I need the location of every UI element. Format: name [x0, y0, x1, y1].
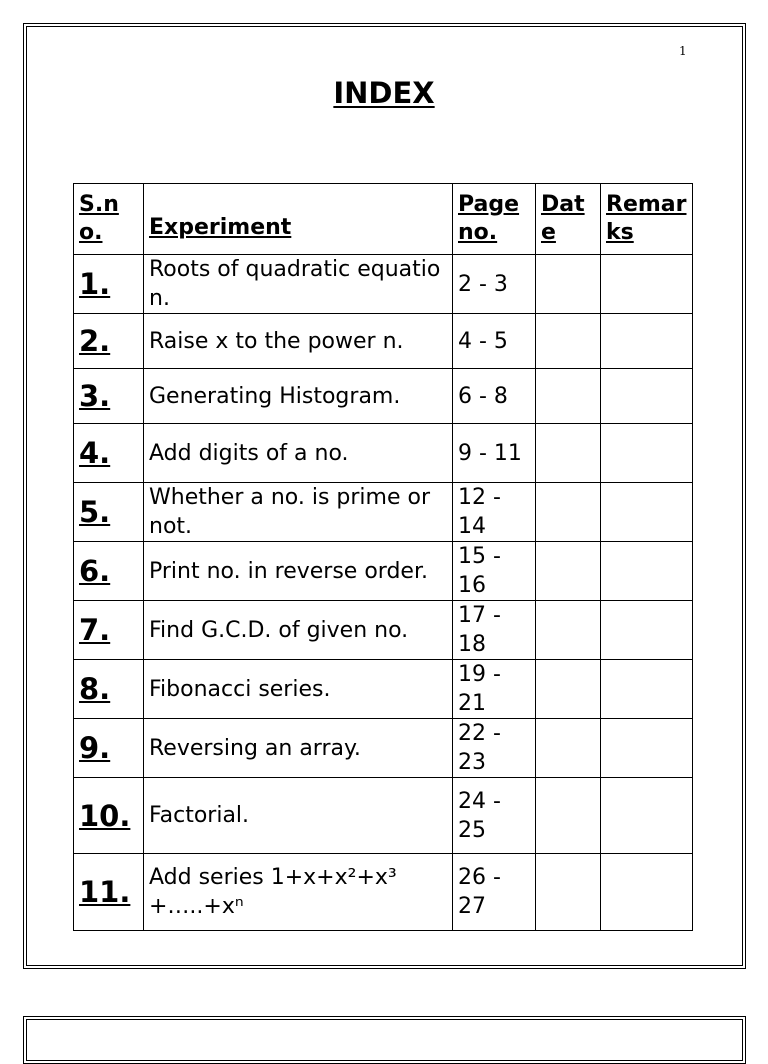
- row-pages: 26 - 27: [453, 854, 536, 931]
- row-date: [536, 778, 601, 854]
- row-date: [536, 483, 601, 542]
- row-sno: 1.: [74, 255, 144, 314]
- row-experiment: Add digits of a no.: [144, 424, 453, 483]
- row-pages: 24 - 25: [453, 778, 536, 854]
- row-remarks: [601, 542, 693, 601]
- row-date: [536, 719, 601, 778]
- table-row: [74, 542, 693, 601]
- row-sno: 4.: [74, 424, 144, 483]
- page-title: INDEX: [333, 76, 435, 110]
- row-remarks: [601, 719, 693, 778]
- row-date: [536, 660, 601, 719]
- row-date: [536, 542, 601, 601]
- table-row: [74, 601, 693, 660]
- row-pages: 9 - 11: [453, 424, 536, 483]
- row-sno: 10.: [74, 778, 144, 854]
- row-pages: 2 - 3: [453, 255, 536, 314]
- row-sno: 8.: [74, 660, 144, 719]
- row-experiment: Reversing an array.: [144, 719, 453, 778]
- row-remarks: [601, 255, 693, 314]
- row-experiment: Whether a no. is prime or not.: [144, 483, 453, 542]
- row-date: [536, 369, 601, 424]
- row-remarks: [601, 601, 693, 660]
- row-pages: 15 - 16: [453, 542, 536, 601]
- row-experiment: Generating Histogram.: [144, 369, 453, 424]
- table-row: [74, 314, 693, 369]
- header-experiment: Experiment: [144, 184, 453, 255]
- row-remarks: [601, 483, 693, 542]
- row-pages: 4 - 5: [453, 314, 536, 369]
- header-remarks: Remarks: [601, 184, 693, 255]
- row-sno: 6.: [74, 542, 144, 601]
- row-pages: 17 - 18: [453, 601, 536, 660]
- page-number: 1: [679, 44, 687, 58]
- table-row: [74, 660, 693, 719]
- row-pages: 6 - 8: [453, 369, 536, 424]
- row-pages: 12 - 14: [453, 483, 536, 542]
- row-experiment: Print no. in reverse order.: [144, 542, 453, 601]
- table-row: [74, 719, 693, 778]
- row-sno: 9.: [74, 719, 144, 778]
- row-remarks: [601, 660, 693, 719]
- index-table: [73, 183, 693, 931]
- row-pages: 19 - 21: [453, 660, 536, 719]
- table-row: [74, 854, 693, 931]
- row-date: [536, 601, 601, 660]
- table-row: [74, 255, 693, 314]
- row-experiment: Raise x to the power n.: [144, 314, 453, 369]
- row-pages: 22 - 23: [453, 719, 536, 778]
- next-page-border: [23, 1016, 746, 1064]
- row-experiment: Factorial.: [144, 778, 453, 854]
- table-header-row: [74, 184, 693, 255]
- row-date: [536, 424, 601, 483]
- header-sno: S.no.: [74, 184, 144, 255]
- table-row: [74, 424, 693, 483]
- row-sno: 5.: [74, 483, 144, 542]
- header-date: Date: [536, 184, 601, 255]
- row-experiment: Find G.C.D. of given no.: [144, 601, 453, 660]
- table-row: [74, 369, 693, 424]
- row-experiment: Fibonacci series.: [144, 660, 453, 719]
- row-remarks: [601, 314, 693, 369]
- row-sno: 3.: [74, 369, 144, 424]
- row-remarks: [601, 854, 693, 931]
- header-page: Pageno.: [453, 184, 536, 255]
- row-sno: 2.: [74, 314, 144, 369]
- table-row: [74, 778, 693, 854]
- row-sno: 7.: [74, 601, 144, 660]
- row-experiment: Roots of quadratic equation.: [144, 255, 453, 314]
- row-date: [536, 854, 601, 931]
- table-row: [74, 483, 693, 542]
- row-remarks: [601, 424, 693, 483]
- row-remarks: [601, 369, 693, 424]
- row-date: [536, 255, 601, 314]
- row-remarks: [601, 778, 693, 854]
- row-sno: 11.: [74, 854, 144, 931]
- row-experiment: Add series 1+x+x²+x³+…..+xⁿ: [144, 854, 453, 931]
- row-date: [536, 314, 601, 369]
